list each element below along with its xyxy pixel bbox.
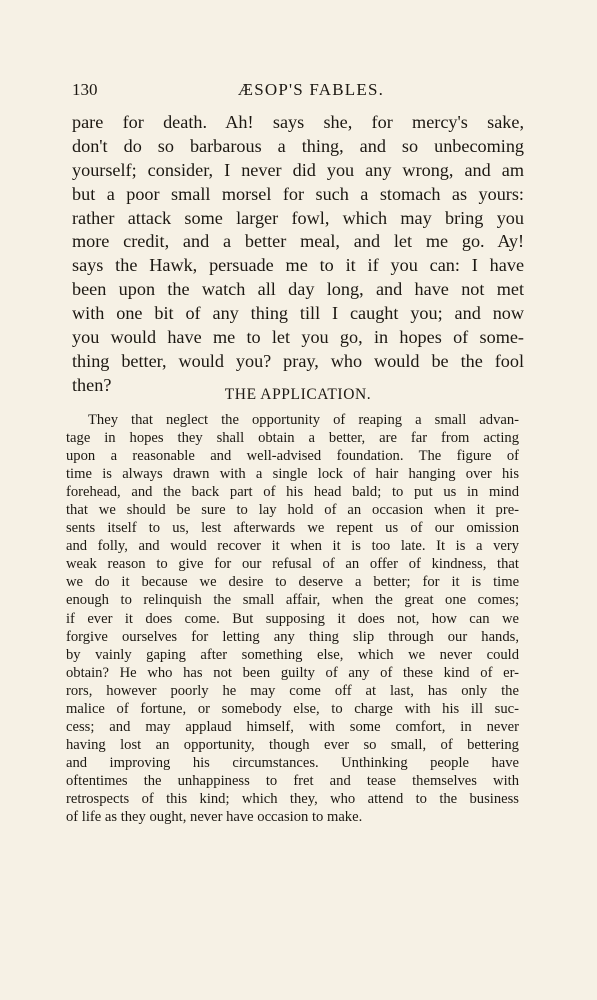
application-line: having lost an opportunity, though ever so small, of bettering	[66, 736, 519, 753]
application-line: upon a reasonable and well-advised foundation. The figure of	[66, 448, 520, 465]
fable-line: been upon the watch all day long, and have not met	[72, 279, 525, 300]
application-text	[66, 412, 519, 827]
application-line: we do it because we desire to deserve a better; for it is time	[66, 574, 520, 591]
application-line: forehead, and the back part of his head bald; to put us in mind	[66, 484, 520, 501]
application-line: obtain? He who has not been guilty of any of these kind of er-	[66, 664, 520, 681]
application-line: rors, however poorly he may come off at last, has only the	[66, 682, 519, 699]
running-title: ÆSOP'S FABLES.	[237, 80, 385, 99]
fable-line: with one bit of any thing till I caught you; and now	[72, 303, 525, 324]
application-line: of life as they ought, never have occasion to make.	[66, 809, 363, 826]
fable-text	[72, 112, 524, 399]
fable-line: says the Hawk, persuade me to it if you can: I have	[72, 255, 525, 276]
application-line: that we should be sure to lay hold of an occasion when it pre-	[66, 502, 520, 519]
fable-line: but a poor small morsel for such a stomach as yours:	[72, 183, 524, 204]
application-line: and folly, and would recover it when it is too late. It is a very	[66, 538, 519, 555]
application-line: and improving his circumstances. Unthinking people have	[66, 754, 520, 771]
application-line: They that neglect the opportunity of reaping a small advan-	[88, 412, 519, 428]
running-head	[72, 80, 522, 100]
fable-line: more credit, and a better meal, and let me go. Ay!	[72, 231, 525, 252]
fable-line: pare for death. Ah! says she, for mercy's sake,	[72, 112, 524, 132]
application-line: time is always drawn with a single lock of hair hanging over his	[66, 466, 519, 483]
application-line: enough to relinquish the small affair, when the great one comes;	[66, 592, 520, 609]
fable-line: yourself; consider, I never did you any wrong, and am	[72, 159, 524, 180]
application-line: oftentimes the unhappiness to fret and tease themselves with	[66, 772, 519, 789]
application-heading: THE APPLICATION.	[224, 386, 372, 403]
fable-line: thing better, would you? pray, who would be the fool	[72, 350, 525, 371]
application-line: if ever it does come. But supposing it does not, how can we	[66, 610, 519, 627]
application-line: retrospects of this kind; which they, who attend to the business	[66, 790, 519, 807]
application-line: forgive ourselves for letting any thing slip through our hands,	[66, 628, 519, 645]
fable-line: then?	[72, 374, 112, 395]
application-line: cess; and may applaud himself, with some comfort, in never	[66, 718, 519, 735]
application-line: malice of fortune, or somebody else, to charge with his ill suc-	[66, 700, 519, 717]
fable-line: rather attack some larger fowl, which may bring you	[72, 207, 524, 228]
fable-line: don't do so barbarous a thing, and so unbecoming	[72, 135, 525, 156]
page-number: 130	[72, 80, 98, 99]
application-line: by vainly gaping after something else, which we never could	[66, 646, 520, 663]
application-line: tage in hopes they shall obtain a better, are far from acting	[66, 430, 519, 447]
fable-line: you would have me to let you go, in hopes of some-	[72, 327, 524, 348]
application-line: weak reason to give for our refusal of an offer of kindness, that	[66, 556, 519, 573]
application-line: sents itself to us, lest afterwards we repent us of our omission	[66, 520, 520, 537]
